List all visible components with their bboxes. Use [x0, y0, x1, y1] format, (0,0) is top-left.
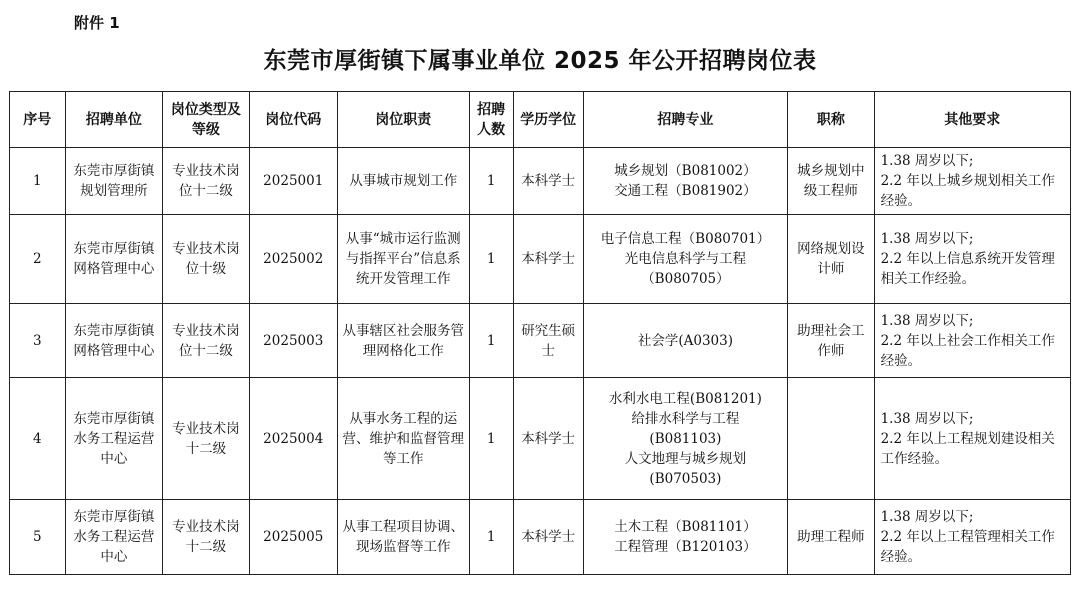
major-line: 工程管理（B120103） — [614, 539, 757, 555]
attachment-label: 附件 1 — [74, 14, 120, 32]
cell-title — [788, 378, 874, 500]
cell-duty: 从事辖区社会服务管理网格化工作 — [337, 304, 469, 378]
major-line: 交通工程（B081902） — [614, 183, 757, 199]
cell-duty: 从事工程项目协调、现场监督等工作 — [337, 500, 469, 575]
requirement-line: 1.38 周岁以下; — [880, 231, 974, 247]
requirement-line: 1.38 周岁以下; — [880, 509, 974, 525]
major-line: (B081103) — [649, 430, 722, 447]
cell-requirements — [874, 304, 1070, 378]
cell-unit: 东莞市厚街镇网格管理中心 — [65, 304, 163, 378]
header-duty: 岗位职责 — [337, 92, 469, 148]
cell-count: 1 — [469, 148, 513, 215]
cell-code: 2025001 — [249, 148, 337, 215]
cell-duty: 从事城市规划工作 — [337, 148, 469, 215]
requirement-line: 2.2 年以上社会工作相关工作经验。 — [880, 332, 1055, 369]
cell-count: 1 — [469, 304, 513, 378]
cell-count: 1 — [469, 500, 513, 575]
table-row — [10, 378, 1071, 500]
cell-type: 专业技术岗十二级 — [163, 378, 249, 500]
major-line: 社会学(A0303) — [637, 332, 733, 349]
cell-unit: 东莞市厚街镇水务工程运营中心 — [65, 500, 163, 575]
cell-type: 专业技术岗位十二级 — [163, 304, 249, 378]
cell-unit: 东莞市厚街镇网格管理中心 — [65, 215, 163, 304]
cell-education: 本科学士 — [513, 148, 583, 215]
header-title: 职称 — [788, 92, 874, 148]
cell-major — [583, 215, 788, 304]
cell-major — [583, 304, 788, 378]
table-row — [10, 500, 1071, 575]
cell-education: 本科学士 — [513, 215, 583, 304]
page-title: 东莞市厚街镇下属事业单位 2025 年公开招聘岗位表 — [263, 48, 817, 74]
cell-title: 网络规划设计师 — [788, 215, 874, 304]
major-line: 土木工程（B081101） — [614, 519, 757, 535]
requirement-line: 2.2 年以上工程规划建设相关工作经验。 — [880, 430, 1055, 467]
cell-title: 助理社会工作师 — [788, 304, 874, 378]
table-row — [10, 215, 1071, 304]
header-type: 岗位类型及等级 — [163, 92, 249, 148]
requirement-line: 2.2 年以上信息系统开发管理相关工作经验。 — [880, 251, 1055, 287]
header-seq: 序号 — [10, 92, 66, 148]
recruitment-table — [9, 91, 1071, 575]
cell-code: 2025005 — [249, 500, 337, 575]
table-row — [10, 148, 1071, 215]
major-line: 城乡规划（B081002） — [614, 163, 757, 179]
cell-count: 1 — [469, 215, 513, 304]
cell-duty: 从事水务工程的运营、维护和监督管理等工作 — [337, 378, 469, 500]
header-education: 学历学位 — [513, 92, 583, 148]
header-unit: 招聘单位 — [65, 92, 163, 148]
header-count: 招聘人数 — [469, 92, 513, 148]
cell-unit: 东莞市厚街镇规划管理所 — [65, 148, 163, 215]
cell-education: 本科学士 — [513, 500, 583, 575]
cell-code: 2025003 — [249, 304, 337, 378]
major-line: 电子信息工程（B080701） — [600, 231, 771, 247]
header-major: 招聘专业 — [583, 92, 788, 148]
major-line: 给排水科学与工程 — [631, 410, 740, 427]
major-line: 人文地理与城乡规划 — [624, 450, 747, 467]
cell-major — [583, 500, 788, 575]
header-requirements: 其他要求 — [874, 92, 1070, 148]
cell-type: 专业技术岗位十级 — [163, 215, 249, 304]
requirement-line: 2.2 年以上城乡规划相关工作经验。 — [880, 173, 1055, 209]
cell-education: 研究生硕士 — [513, 304, 583, 378]
cell-count: 1 — [469, 378, 513, 500]
table-row — [10, 304, 1071, 378]
requirement-line: 2.2 年以上工程管理相关工作经验。 — [880, 529, 1055, 565]
cell-type: 专业技术岗位十二级 — [163, 148, 249, 215]
cell-requirements — [874, 215, 1070, 304]
cell-requirements — [874, 148, 1070, 215]
requirement-line: 1.38 周岁以下; — [880, 312, 974, 329]
major-line: （B080705） — [641, 271, 730, 287]
cell-unit: 东莞市厚街镇水务工程运营中心 — [65, 378, 163, 500]
major-line: 光电信息科学与工程 — [624, 251, 747, 267]
major-line: (B070503) — [649, 470, 722, 487]
header-code: 岗位代码 — [249, 92, 337, 148]
cell-education: 本科学士 — [513, 378, 583, 500]
cell-seq: 3 — [10, 304, 66, 378]
cell-type: 专业技术岗十二级 — [163, 500, 249, 575]
cell-seq: 1 — [10, 148, 66, 215]
cell-title: 助理工程师 — [788, 500, 874, 575]
requirement-line: 1.38 周岁以下; — [880, 153, 974, 169]
cell-requirements — [874, 378, 1070, 500]
cell-title: 城乡规划中级工程师 — [788, 148, 874, 215]
table-header-row — [10, 92, 1071, 148]
cell-duty: 从事“城市运行监测与指挥平台”信息系统开发管理工作 — [337, 215, 469, 304]
cell-seq: 2 — [10, 215, 66, 304]
cell-code: 2025002 — [249, 215, 337, 304]
cell-major — [583, 148, 788, 215]
cell-requirements — [874, 500, 1070, 575]
major-line: 水利水电工程(B081201) — [608, 390, 762, 407]
requirement-line: 1.38 周岁以下; — [880, 410, 974, 427]
cell-major — [583, 378, 788, 500]
cell-seq: 4 — [10, 378, 66, 500]
cell-code: 2025004 — [249, 378, 337, 500]
cell-seq: 5 — [10, 500, 66, 575]
